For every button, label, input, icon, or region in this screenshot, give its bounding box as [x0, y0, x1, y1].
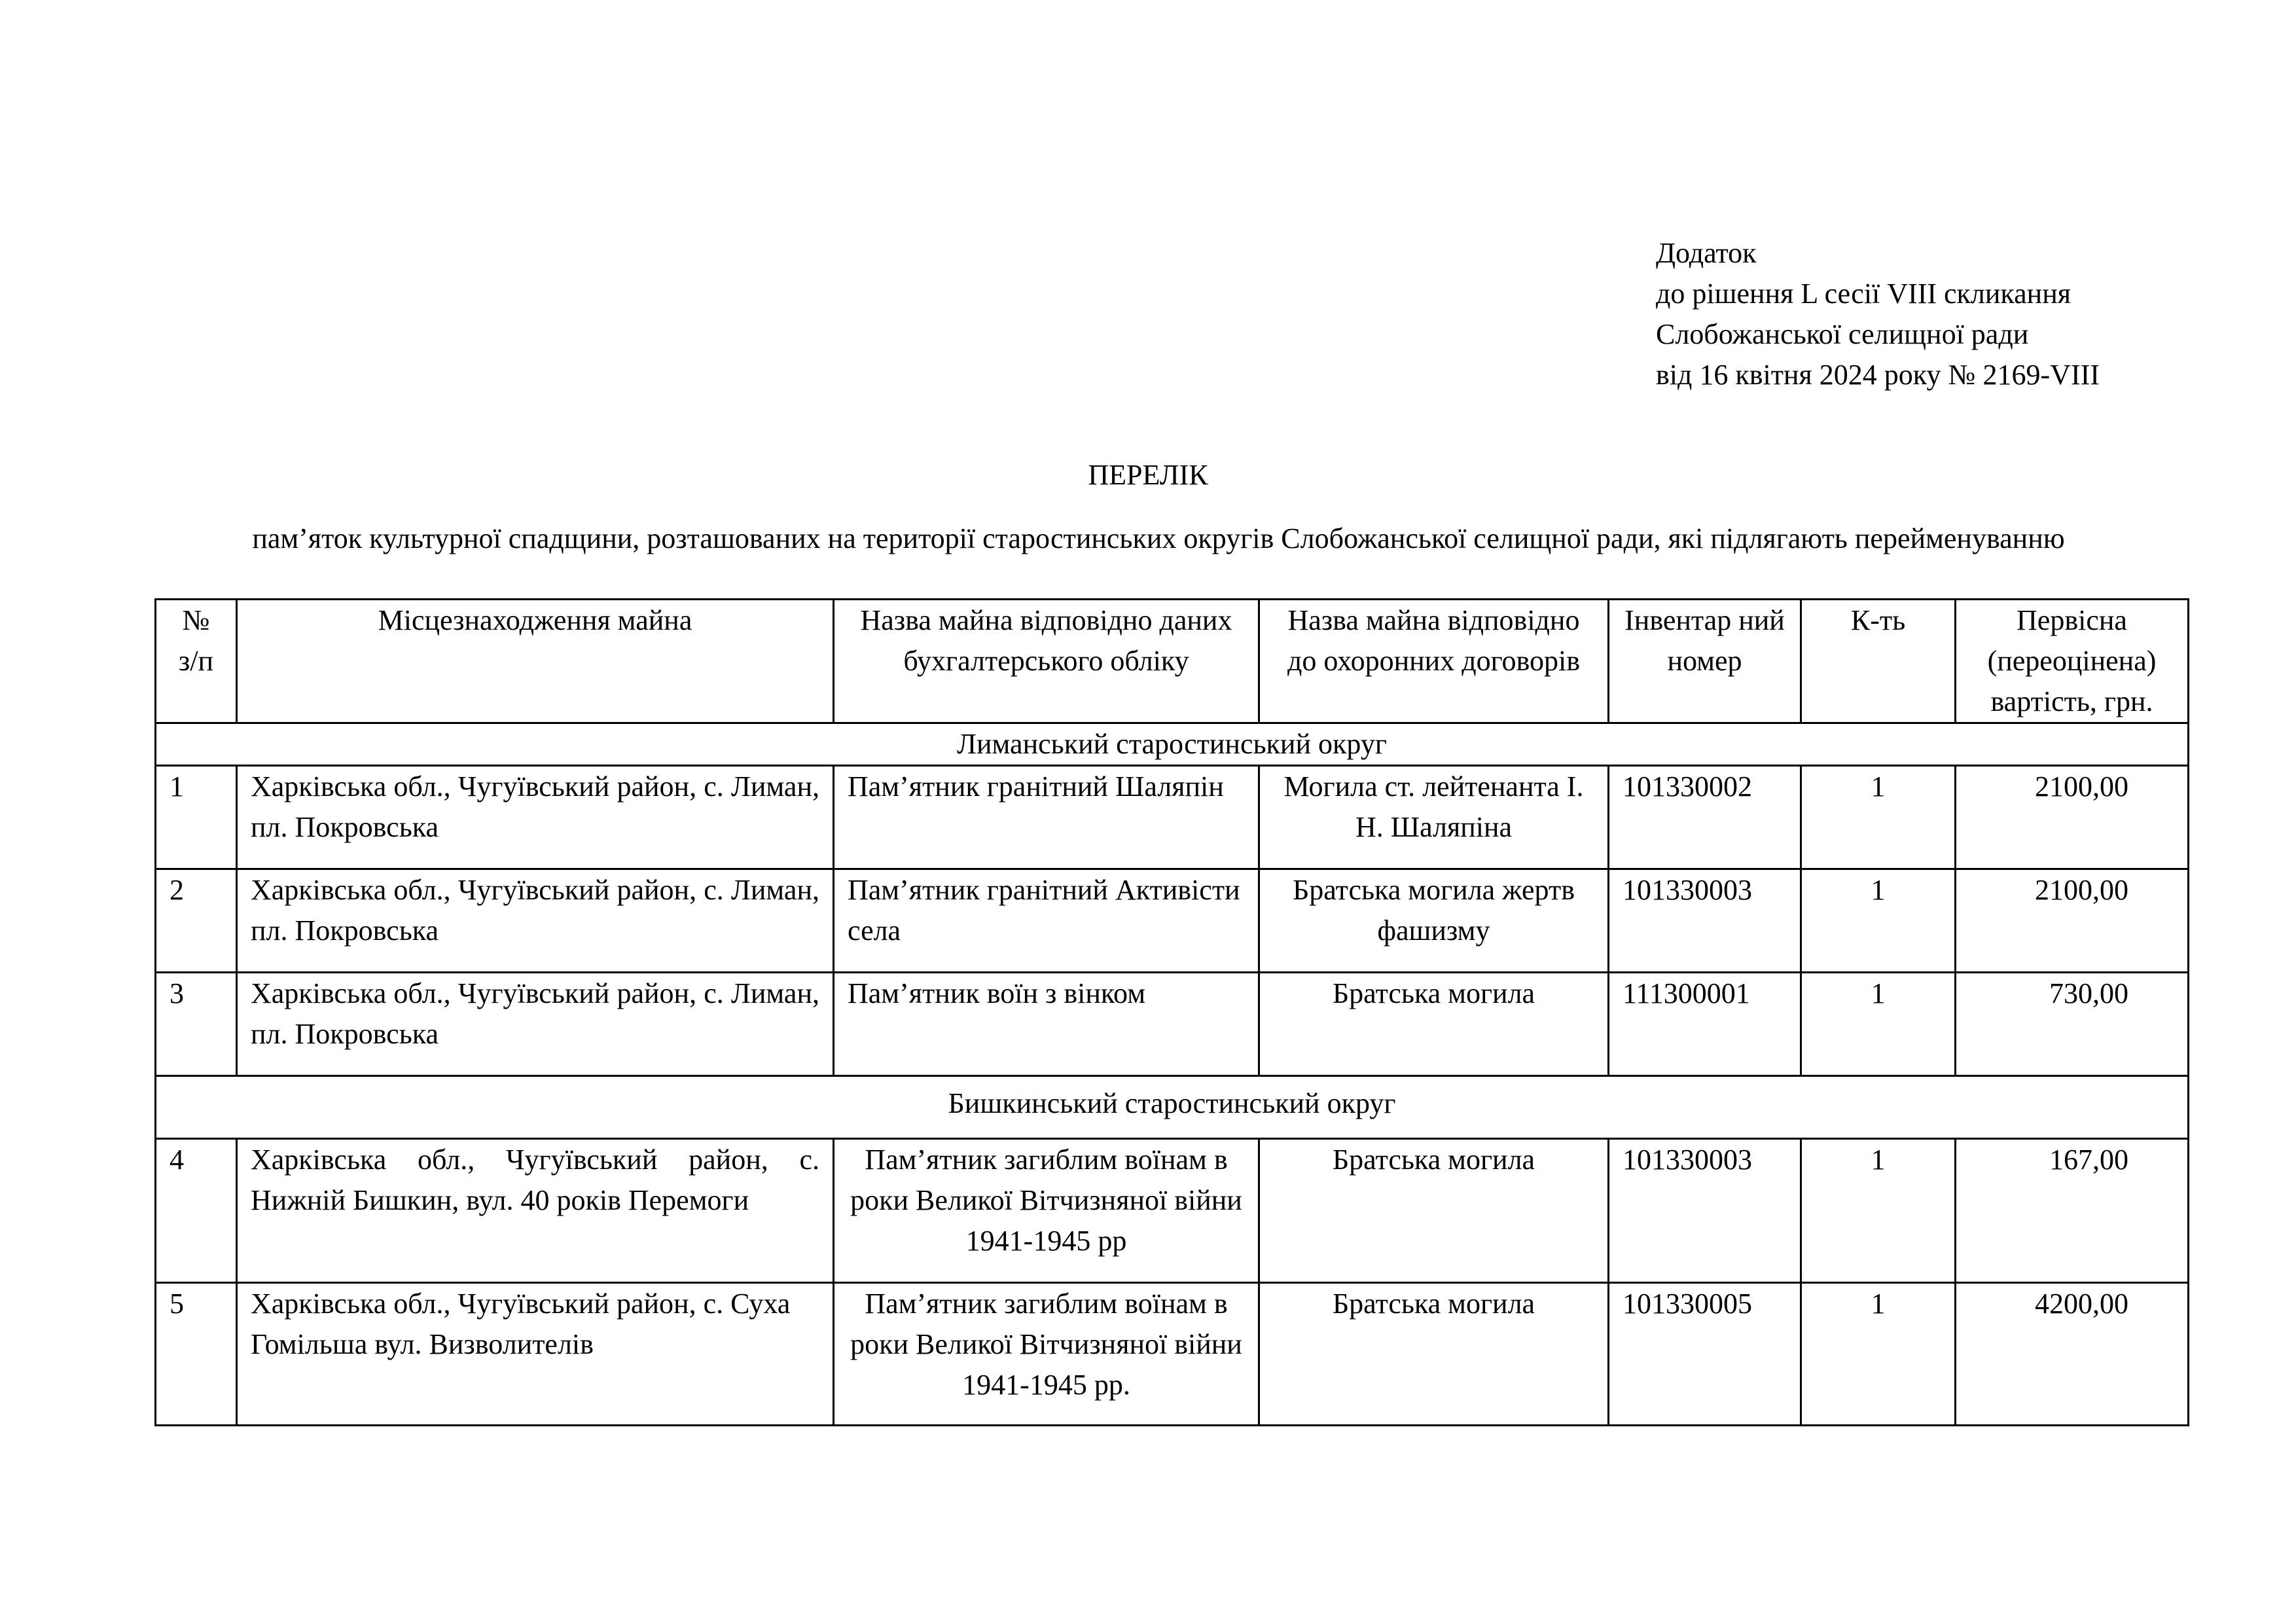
- cell-inventory: 101330003: [1609, 869, 1801, 973]
- header-quantity: К-ть: [1801, 600, 1956, 723]
- cell-quantity: 1: [1801, 1283, 1956, 1426]
- table-row: [156, 766, 2189, 869]
- cell-number: 5: [156, 1283, 237, 1426]
- cell-location: Харківська обл., Чугуївський район, с. Суха Гомільша вул. Визволителів: [237, 1283, 834, 1426]
- section-row: [156, 1076, 2189, 1139]
- section-title: Бишкинський старостинський округ: [156, 1076, 2189, 1139]
- cell-inventory: 101330002: [1609, 766, 1801, 869]
- header-accounting-name: Назва майна відповідно даних бухгалтерського обліку: [834, 600, 1259, 723]
- header-number: [156, 600, 237, 723]
- table-row: [156, 973, 2189, 1076]
- cell-value: 167,00: [1956, 1139, 2189, 1283]
- table-row: [156, 869, 2189, 973]
- cell-quantity: 1: [1801, 973, 1956, 1076]
- table-row: [156, 1283, 2189, 1426]
- cell-number: 4: [156, 1139, 237, 1283]
- cell-accounting-name: Пам’ятник воїн з вінком: [834, 973, 1259, 1076]
- section-row: [156, 723, 2189, 766]
- table-header-row: [156, 600, 2189, 723]
- cell-number: 3: [156, 973, 237, 1076]
- header-number-line: №: [182, 604, 210, 636]
- cell-location: Харківська обл., Чугуївський район, с. Лиман, пл. Покровська: [237, 973, 834, 1076]
- header-number-line: з/п: [178, 645, 214, 677]
- cell-security-name: Братська могила: [1259, 973, 1609, 1076]
- cell-security-name: Братська могила жертв фашизму: [1259, 869, 1609, 973]
- header-value: Первісна (переоцінена) вартість, грн.: [1956, 600, 2189, 723]
- cell-number: 1: [156, 766, 237, 869]
- cell-quantity: 1: [1801, 766, 1956, 869]
- header-location: Місцезнаходження майна: [237, 600, 834, 723]
- addendum-line: Слобожанської селищної ради: [1656, 318, 2029, 350]
- cell-accounting-name: Пам’ятник загиблим воїнам в роки Великої Вітчизняної війни 1941-1945 рр.: [834, 1283, 1259, 1426]
- cell-security-name: Братська могила: [1259, 1139, 1609, 1283]
- cell-location: Харківська обл., Чугуївський район, с. Лиман, пл. Покровська: [237, 869, 834, 973]
- cell-accounting-name: Пам’ятник гранітний Шаляпін: [834, 766, 1259, 869]
- cell-number: 2: [156, 869, 237, 973]
- addendum-line: від 16 квітня 2024 року № 2169-VIII: [1656, 359, 2100, 391]
- cell-inventory: 101330003: [1609, 1139, 1801, 1283]
- header-security-name: Назва майна відповідно до охоронних договорів: [1259, 600, 1609, 723]
- cell-location: Харківська обл., Чугуївський район, с. Нижній Бишкин, вул. 40 років Перемоги: [237, 1139, 834, 1283]
- cell-value: 2100,00: [1956, 766, 2189, 869]
- addendum-block: [1656, 233, 2100, 395]
- cell-value: 4200,00: [1956, 1283, 2189, 1426]
- heritage-registry-table: [154, 598, 2189, 1426]
- cell-inventory: 111300001: [1609, 973, 1801, 1076]
- cell-inventory: 101330005: [1609, 1283, 1801, 1426]
- cell-quantity: 1: [1801, 1139, 1956, 1283]
- section-title: Лиманський старостинський округ: [156, 723, 2189, 766]
- addendum-line: Додаток: [1656, 237, 1757, 269]
- document-title: ПЕРЕЛІК: [1088, 459, 1208, 491]
- header-inventory: Інвентар ний номер: [1609, 600, 1801, 723]
- table-row: [156, 1139, 2189, 1283]
- cell-value: 2100,00: [1956, 869, 2189, 973]
- cell-value: 730,00: [1956, 973, 2189, 1076]
- cell-security-name: Братська могила: [1259, 1283, 1609, 1426]
- cell-quantity: 1: [1801, 869, 1956, 973]
- cell-security-name: Могила ст. лейтенанта І. Н. Шаляпіна: [1259, 766, 1609, 869]
- addendum-line: до рішення L сесії VIII скликання: [1656, 278, 2071, 310]
- cell-accounting-name: Пам’ятник загиблим воїнам в роки Великої Вітчизняної війни 1941-1945 рр: [834, 1139, 1259, 1283]
- cell-accounting-name: Пам’ятник гранітний Активісти села: [834, 869, 1259, 973]
- document-subtitle: пам’яток культурної спадщини, розташованих на території старостинських округів Слобожанської селищної ради, які підлягають перейменуванню: [252, 522, 2065, 554]
- cell-location: Харківська обл., Чугуївський район, с. Лиман, пл. Покровська: [237, 766, 834, 869]
